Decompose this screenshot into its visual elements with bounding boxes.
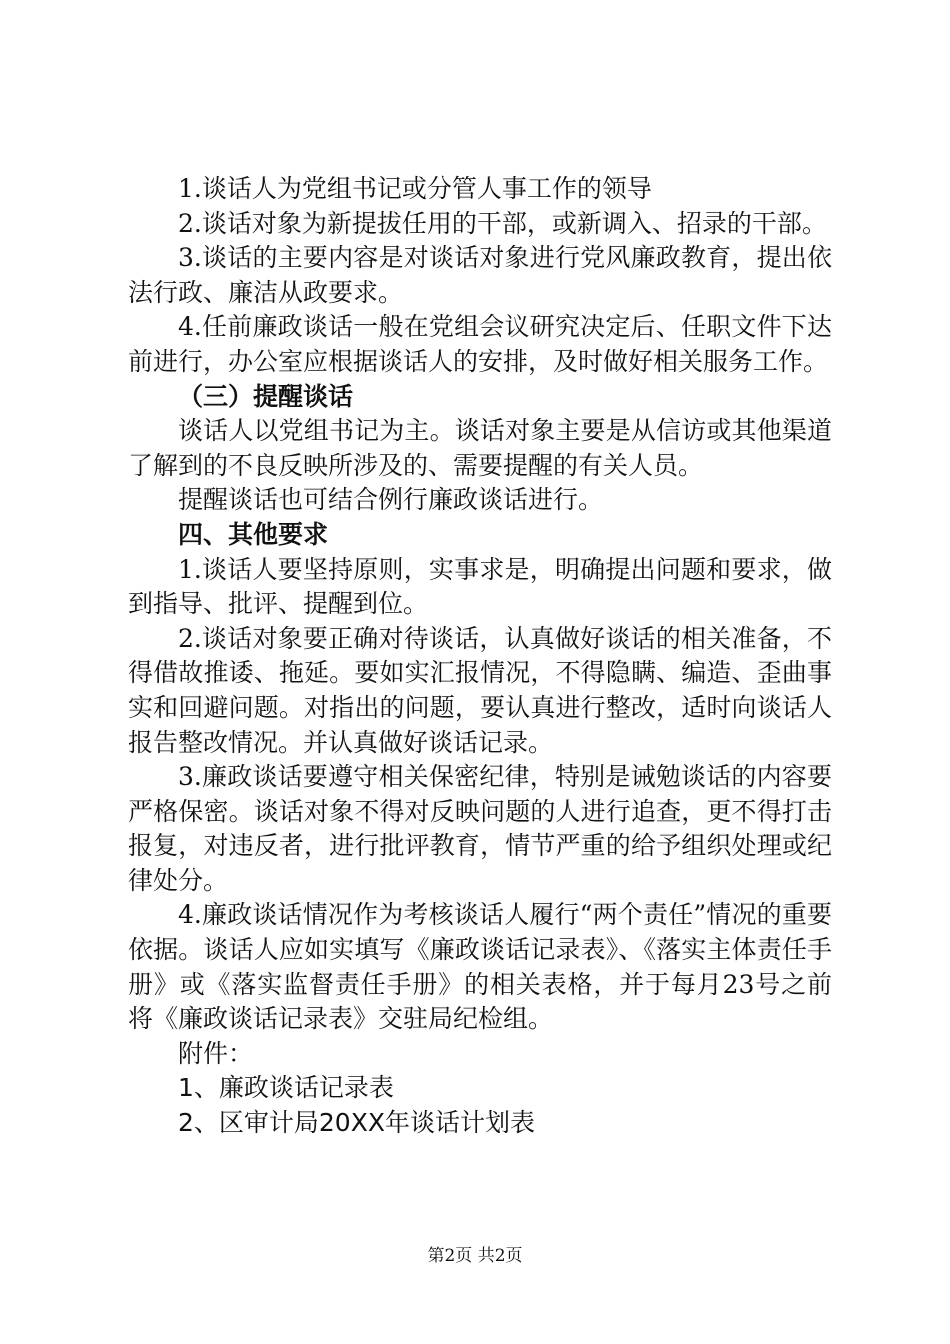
attachment-item: 1、廉政谈话记录表: [178, 1073, 394, 1103]
paragraph: 4.任前廉政谈话一般在党组会议研究决定后、任职文件下达前进行，办公室应根据谈话人的安排，及时做好相关服务工作。: [128, 312, 832, 376]
paragraph: 4.廉政谈话情况作为考核谈话人履行“两个责任”情况的重要依据。谈话人应如实填写《廉政谈话记录表》、《落实主体责任手册》或《落实监督责任手册》的相关表格，并于每月23号之前将《廉政谈话记录表》交驻局纪检组。: [128, 900, 832, 1034]
paragraph: 3.谈话的主要内容是对谈话对象进行党风廉政教育，提出依法行政、廉洁从政要求。: [128, 243, 832, 307]
section-heading: 四、其他要求: [178, 519, 329, 549]
attachment-item: 2、区审计局20XX年谈话计划表: [178, 1108, 535, 1138]
document-body: [128, 172, 832, 1141]
page-number: 第2页 共2页: [427, 1246, 523, 1266]
paragraph: 2.谈话对象为新提拔任用的干部，或新调入、招录的干部。: [178, 208, 827, 238]
paragraph: 1.谈话人为党组书记或分管人事工作的领导: [178, 174, 652, 203]
attachment-label: 附件：: [178, 1038, 254, 1068]
paragraph: 2.谈话对象要正确对待谈话，认真做好谈话的相关准备，不得借故推诿、拖延。要如实汇报情况，不得隐瞒、编造、歪曲事实和回避问题。对指出的问题，要认真进行整改，适时向谈话人报告整改情况。并认真做好谈话记录。: [128, 623, 832, 757]
paragraph: 1.谈话人要坚持原则，实事求是，明确提出问题和要求，做到指导、批评、提醒到位。: [128, 554, 832, 619]
paragraph: 3.廉政谈话要遵守相关保密纪律，特别是诫勉谈话的内容要严格保密。谈话对象不得对反映问题的人进行追查，更不得打击报复，对违反者，进行批评教育，情节严重的给予组织处理或纪律处分。: [128, 762, 832, 895]
paragraph: 谈话人以党组书记为主。谈话对象主要是从信访或其他渠道了解到的不良反映所涉及的、需要提醒的有关人员。: [128, 416, 832, 480]
paragraph: 提醒谈话也可结合例行廉政谈话进行。: [178, 485, 604, 515]
section-heading: （三）提醒谈话: [178, 381, 354, 411]
